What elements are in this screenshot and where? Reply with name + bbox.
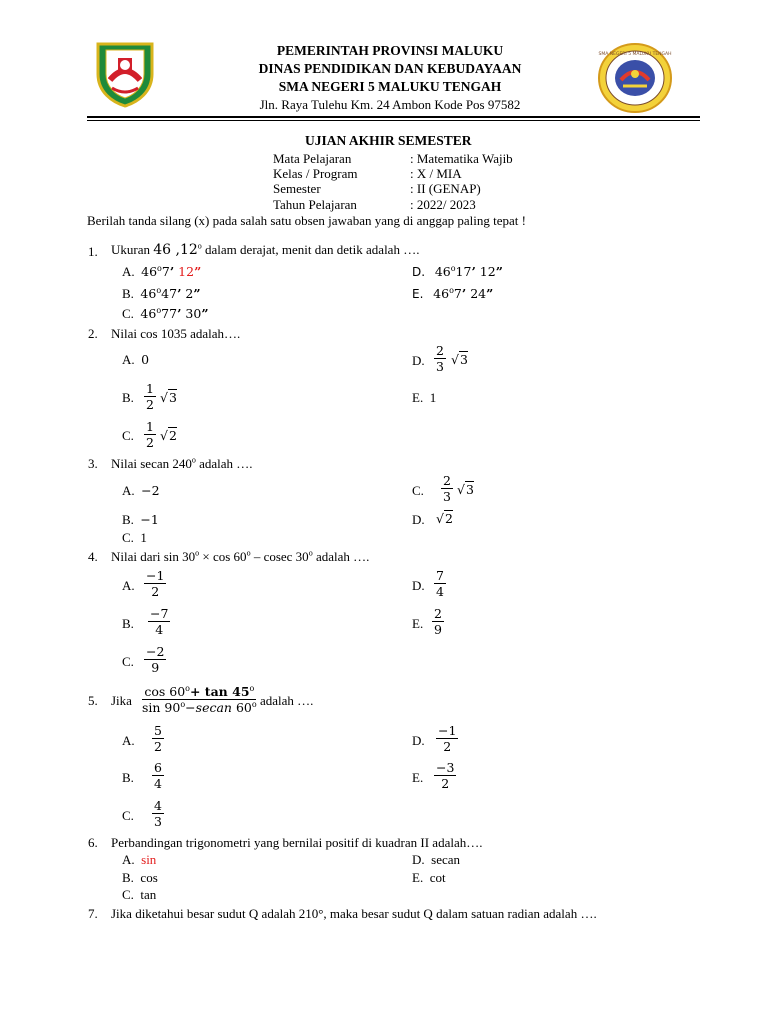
q4-option-d-label[interactable]: D. [412, 578, 425, 593]
q6-option-a[interactable]: A. sin [122, 852, 157, 867]
q5-b-fraction: $\frac{6}{4}$ [154, 760, 162, 791]
school-logo [597, 42, 673, 114]
q1-option-a[interactable]: A. 46$^o$7’ 12” [122, 263, 202, 279]
q2-d-fraction: $\frac{2}{3}$ [436, 343, 444, 374]
q2-c-sqrt: √2 [160, 428, 177, 443]
q3-c-sqrt: √3 [457, 482, 474, 497]
q5-d-fraction: $\frac{-1}{2}$ [438, 723, 457, 754]
q3-d-sqrt: √2 [436, 511, 453, 526]
q2-d-sqrt: √3 [451, 352, 468, 367]
q4-text: Nilai dari sin 30$^o$ × cos 60$^o$ – cosec 30$^o$ adalah …. [111, 548, 370, 564]
q4-option-b-label[interactable]: B. [122, 616, 134, 631]
info-value-3: : II (GENAP) [410, 181, 481, 196]
q5-option-a-label[interactable]: A. [122, 733, 135, 748]
svg-text:SMA NEGERI 5 MALUKU TENGAH: SMA NEGERI 5 MALUKU TENGAH [598, 52, 672, 57]
q5-option-c-label[interactable]: C. [122, 808, 134, 823]
q5-option-b-label[interactable]: B. [122, 770, 134, 785]
q1-post: dalam derajat, menit dan detik adalah …. [205, 242, 420, 257]
q4-number: 4. [88, 549, 98, 564]
q6-number: 6. [88, 835, 98, 850]
q2-text: Nilai cos 1035 adalah…. [111, 326, 241, 341]
q5-c-fraction: $\frac{4}{3}$ [154, 798, 162, 829]
q6-option-b[interactable]: B. cos [122, 870, 158, 885]
q7-number: 7. [88, 906, 98, 921]
q1-a-seconds: 12” [178, 264, 202, 279]
header-rule-thin [87, 120, 700, 121]
instruction: Berilah tanda silang (x) pada salah satu obsen jawaban yang di anggap paling tepat ! [87, 213, 526, 228]
q3-option-d-label[interactable]: D. [412, 512, 425, 527]
q3-number: 3. [88, 456, 98, 471]
q4-b-fraction: $\frac{-7}{4}$ [150, 606, 169, 637]
exam-title: UJIAN AKHIR SEMESTER [305, 133, 472, 148]
q6-option-d[interactable]: D. secan [412, 852, 461, 867]
header-rule-thick [87, 116, 700, 118]
info-label-2: Kelas / Program [273, 166, 358, 181]
q2-option-a[interactable]: A. 0 [122, 352, 150, 367]
q4-a-fraction: $\frac{-1}{2}$ [146, 568, 165, 599]
q5-option-d-label[interactable]: D. [412, 733, 425, 748]
q1-option-e[interactable]: E. 46$^o$7’ 24” [412, 285, 494, 301]
q1-number: 1. [88, 244, 98, 259]
q2-option-b-label[interactable]: B. [122, 390, 134, 405]
q2-number: 2. [88, 326, 98, 341]
q3-text: Nilai secan 240$^o$ adalah …. [111, 455, 253, 471]
q1-option-b[interactable]: B. 46$^o$47’ 2” [122, 285, 201, 301]
q1-option-c[interactable]: C. 46$^o$77’ 30” [122, 305, 209, 321]
q1-value: 46 ,12 [153, 242, 198, 258]
q3-option-a[interactable]: A. −2 [122, 483, 160, 498]
province-logo [94, 40, 156, 108]
q6-option-c[interactable]: C. tan [122, 887, 157, 902]
info-label-3: Semester [273, 181, 321, 196]
info-value-2: : X / MIA [410, 166, 462, 181]
q5-number: 5. [88, 693, 98, 708]
q2-option-e[interactable]: E. 1 [412, 390, 437, 405]
q6-option-e[interactable]: E. cot [412, 870, 446, 885]
info-label-1: Mata Pelajaran [273, 151, 352, 166]
q5-expression: $\cos 60^o+ \tan 45^o$ $\sin 90^o-secan$ 60$^o$ [142, 683, 257, 715]
header-address: Jln. Raya Tulehu Km. 24 Ambon Kode Pos 97582 [259, 97, 521, 112]
q2-b-fraction: $\frac{1}{2}$ [146, 381, 154, 412]
q3-c-fraction: $\frac{2}{3}$ [443, 473, 451, 504]
q6-a-answer: sin [141, 852, 157, 867]
q5-e-fraction: $\frac{-3}{2}$ [436, 760, 455, 791]
info-value-4: : 2022/ 2023 [410, 197, 476, 212]
q4-option-a-label[interactable]: A. [122, 578, 135, 593]
q5-post: adalah …. [260, 693, 314, 708]
q5-a-fraction: $\frac{5}{2}$ [154, 723, 162, 754]
q7-text: Jika diketahui besar sudut Q adalah 210°, maka besar sudut Q dalam satuan radian adalah …. [111, 906, 597, 921]
q1-option-d[interactable]: D. 46$^o$17’ 12” [412, 263, 503, 279]
q2-option-d-label[interactable]: D. [412, 353, 425, 368]
q5-option-e-label[interactable]: E. [412, 770, 424, 785]
q1-text: Ukuran 46 ,12$^o$ dalam derajat, menit dan detik adalah …. [111, 241, 420, 258]
q3-option-c-label[interactable]: C. [412, 483, 424, 498]
q4-option-e-label[interactable]: E. [412, 616, 424, 631]
q2-c-fraction: $\frac{1}{2}$ [146, 419, 154, 450]
q4-option-c-label[interactable]: C. [122, 654, 134, 669]
q5-pre: Jika [111, 693, 132, 708]
q2-b-sqrt: √3 [160, 390, 177, 405]
q2-option-c-label[interactable]: C. [122, 428, 134, 443]
header-line-3: SMA NEGERI 5 MALUKU TENGAH [278, 79, 502, 94]
q3-option-c-lower[interactable]: C. 1 [122, 530, 147, 545]
q4-c-fraction: $\frac{-2}{9}$ [146, 644, 165, 675]
info-value-1: : Matematika Wajib [410, 151, 513, 166]
q1-pre: Ukuran [111, 242, 150, 257]
info-label-4: Tahun Pelajaran [273, 197, 357, 212]
header-line-2: DINAS PENDIDIKAN DAN KEBUDAYAAN [258, 61, 522, 76]
q4-e-fraction: $\frac{2}{9}$ [434, 606, 442, 637]
q6-text: Perbandingan trigonometri yang bernilai positif di kuadran II adalah…. [111, 835, 483, 850]
q4-d-fraction: $\frac{7}{4}$ [436, 568, 444, 599]
header-line-1: PEMERINTAH PROVINSI MALUKU [276, 43, 504, 58]
q3-option-b[interactable]: B. −1 [122, 512, 159, 527]
